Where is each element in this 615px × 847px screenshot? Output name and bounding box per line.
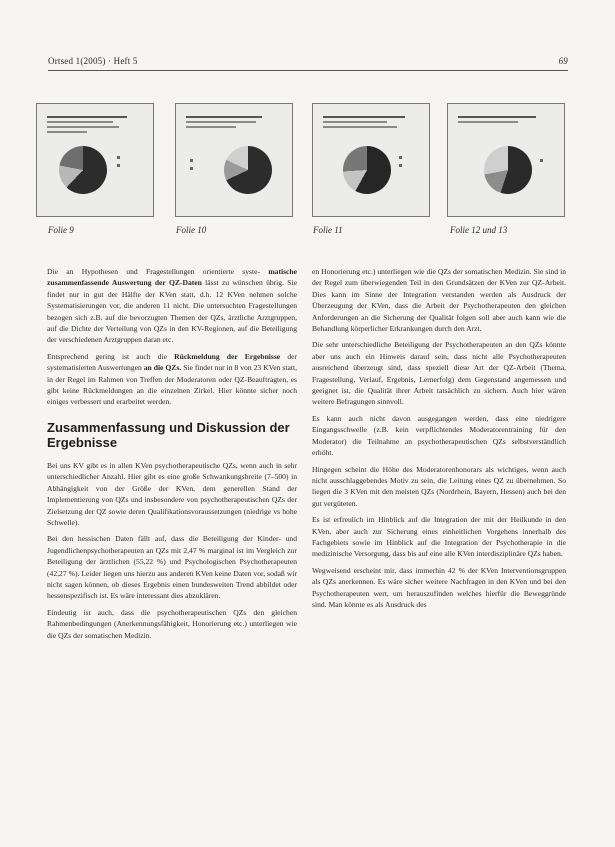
paragraph: Wegweisend erscheint mir, dass immerhin 42 % der KVen Interventionsgruppen als QZs anerkennen. Es wäre sicher weitere Nachfragen in den KVen und bei den Psychotherapeuten wert, um herauszufinden welches hierfür die Beweggründe sind. Man könnte es als Ausdruck des [312, 565, 566, 609]
figure-caption: Folie 11 [313, 225, 343, 235]
legend-marker [117, 164, 120, 167]
figure-title-line [47, 126, 119, 128]
emphasis-text: Rückmeldung der Ergebnisse [174, 351, 281, 361]
legend-marker [117, 156, 120, 159]
text-span: der systematisierten Auswertungen [47, 351, 298, 373]
section-heading: Zusammenfassung und Diskussion der Ergebnisse [47, 419, 290, 450]
header-rule [48, 70, 568, 71]
figure-folie-11 [312, 103, 430, 217]
paragraph [47, 266, 297, 346]
pie-chart [59, 146, 107, 194]
left-column [47, 266, 297, 646]
figure-caption: Folie 9 [48, 225, 74, 235]
paragraph: Bei den hessischen Daten fällt auf, dass die Beteiligung der Kinder- und Jugendlichenpsychotherapeuten an QZs mit 2,47 % marginal ist im Vergleich zur Beteiligung der ärztlichen (55,22 %) und Psychologischen Psychotherapeuten (42,27 %). Leider liegen uns hierzu aus anderen KVen keine Daten vor, sodaß wir nicht sagen können, ob dieses Ergebnis einen bundesweiten Trend abbildet oder hessenspezifisch ist. Es wäre interessant dies abzuklären. [47, 534, 297, 601]
figure-caption: Folie 10 [176, 225, 207, 235]
paragraph: Es ist erfreulich im Hinblick auf die Integration der mit der Heilkunde in den KVen, aber auch zur Sicherung eines einheitlichen Vorgehens innerhalb des Fachgebiets sowie im Hinblick auf die Integration der Psychotherapie in die medizinische Versorgung, dass bis auf eine alle KVen interdisziplinäre QZs haben. [312, 515, 566, 559]
page-number: 69 [558, 56, 568, 66]
pie-chart [484, 146, 532, 194]
figure-title-line [458, 116, 536, 118]
figure-folie-12-13 [447, 103, 565, 217]
legend-marker [399, 164, 402, 167]
paragraph: Es kann auch nicht davon ausgegangen werden, dass eine niedrigere Eingangsschwelle (z.B. kein verpflichtendes Moderatorentraining für den Moderator) die Teilnahme an psychotherapeutischen QZs selbstverständlich erhöht. [312, 413, 566, 458]
figure-title-line [458, 121, 518, 123]
figure-folie-10 [175, 103, 293, 217]
figure-title-line [323, 116, 405, 118]
journal-citation: Ortsed 1(2005) · Heft 5 [48, 56, 138, 66]
paragraph: en Honorierung etc.) unterliegen wie die QZs der somatischen Medizin. Sie sind in der Regel zum überwiegenden Teil in den Grundsätzen der KVen zur QZ-Arbeit. Dies kann im Sinne der Integration verstanden werden als Ausdruck der Überzeugung der KVen, dass die Arbeit der Psychotherapeuten den gleichen Anforderungen an die Sicherung der Qualität folgen soll aber auch kann wie die Behandlung körperlicher Erkrankungen durch den Arzt. [312, 267, 566, 334]
paragraph [47, 351, 297, 408]
figure-title-line [186, 121, 256, 123]
figure-title-line [47, 131, 87, 133]
paragraph: Bei uns KV gibt es in allen KVen psychotherapeutische QZs, wenn auch in sehr unterschiedlicher Anzahl. Hier gibt es eine große Schwankungsbreite (7–500) in Abhängigkeit von der Größe der KVen, dem generellen Stand der Implementierung von QZs und insbesondere von psychotherapeutischen QZs der Zielsetzung der QZ sowie deren Qualifikationsvoraussetzungen (niedrige vs hohe Schwelle). [47, 460, 297, 527]
paragraph: Die sehr unterschiedliche Beteiligung der Psychotherapeuten an den QZs könnte aber uns auch ein Hinweis darauf sein, dass nicht alle Psychotherapeuten ausreichend überzeugt sind, dass speziell diese Art der QZ-Arbeit (Thema, Fragestellung, Verlauf, Ergebnis, Lernerfolg) dem Gegenstand angemessen und geeignet ist, die Qualität ihrer Arbeit tatsächlich zu sichern. Auch hier wären weitere Befragungen sinnvoll. [312, 340, 566, 407]
emphasis-text: an die QZs. [143, 363, 182, 373]
figure-title-line [47, 116, 127, 118]
text-span: lässt zu wünschen übrig. Sie findet nur in gut der Hälfte der KVen statt, d.h. 12 KVen nehmen solche Systematisierungen vor, die anderen 11 nicht. Die untersuchten Fragestellungen bezogen sich z.B. auf die bevorzugten Themen der QZs, ärztliche Arztgruppen, auf die Dichte der Verteilung von QZs in den KV-Regionen, auf die Beteiligung der verschiedenen Arztgruppen daran etc. [47, 278, 297, 345]
legend-marker [190, 167, 193, 170]
emphasis-text: matische zusammenfassende Auswertung der QZ-Daten [47, 267, 298, 288]
paragraph: Hingegen scheint die Höhe des Moderatorenhonorars als wichtiges, wenn auch nicht ausschlaggebendes Motiv zu sein, die Leitung eines QZ zu übernehmen. So liegen die 3 KVen mit den meisten QZs (Nordrhein, Bayern, Hessen) auch bei den gut vergüteten. [312, 464, 566, 508]
right-column [312, 266, 566, 615]
figure-folie-9 [36, 103, 154, 217]
legend-marker [190, 159, 193, 162]
figure-title-line [323, 121, 387, 123]
figure-title-line [47, 121, 113, 123]
text-span: Die an Hypothesen und Fragestellungen orientierte syste- [47, 267, 261, 276]
figure-title-line [186, 126, 236, 128]
legend-marker [399, 156, 402, 159]
text-span: Entsprechend gering ist auch die [47, 351, 167, 361]
paragraph: Eindeutig ist auch, dass die psychotherapeutischen QZs den gleichen Rahmenbedingungen (Anerkennungsfähigkeit, Honorierung etc.) unterliegen wie die QZs der somatischen Medizin. [47, 607, 297, 640]
pie-chart [224, 146, 272, 194]
text-span: Sie findet nur in 8 von 23 KVen statt, in der Regel im Rahmen von Treffen der Moderatoren oder QZ-Beauftragten, es gibt keine Rückmeldungen an die einzelnen Zirkel. Hier könnte sicher noch einiges verbessert und erarbeitet werden. [47, 363, 297, 407]
figure-caption: Folie 12 und 13 [450, 225, 508, 235]
legend-marker [540, 159, 543, 162]
figure-title-line [323, 126, 397, 128]
pie-chart [343, 146, 391, 194]
figure-title-line [186, 116, 262, 118]
